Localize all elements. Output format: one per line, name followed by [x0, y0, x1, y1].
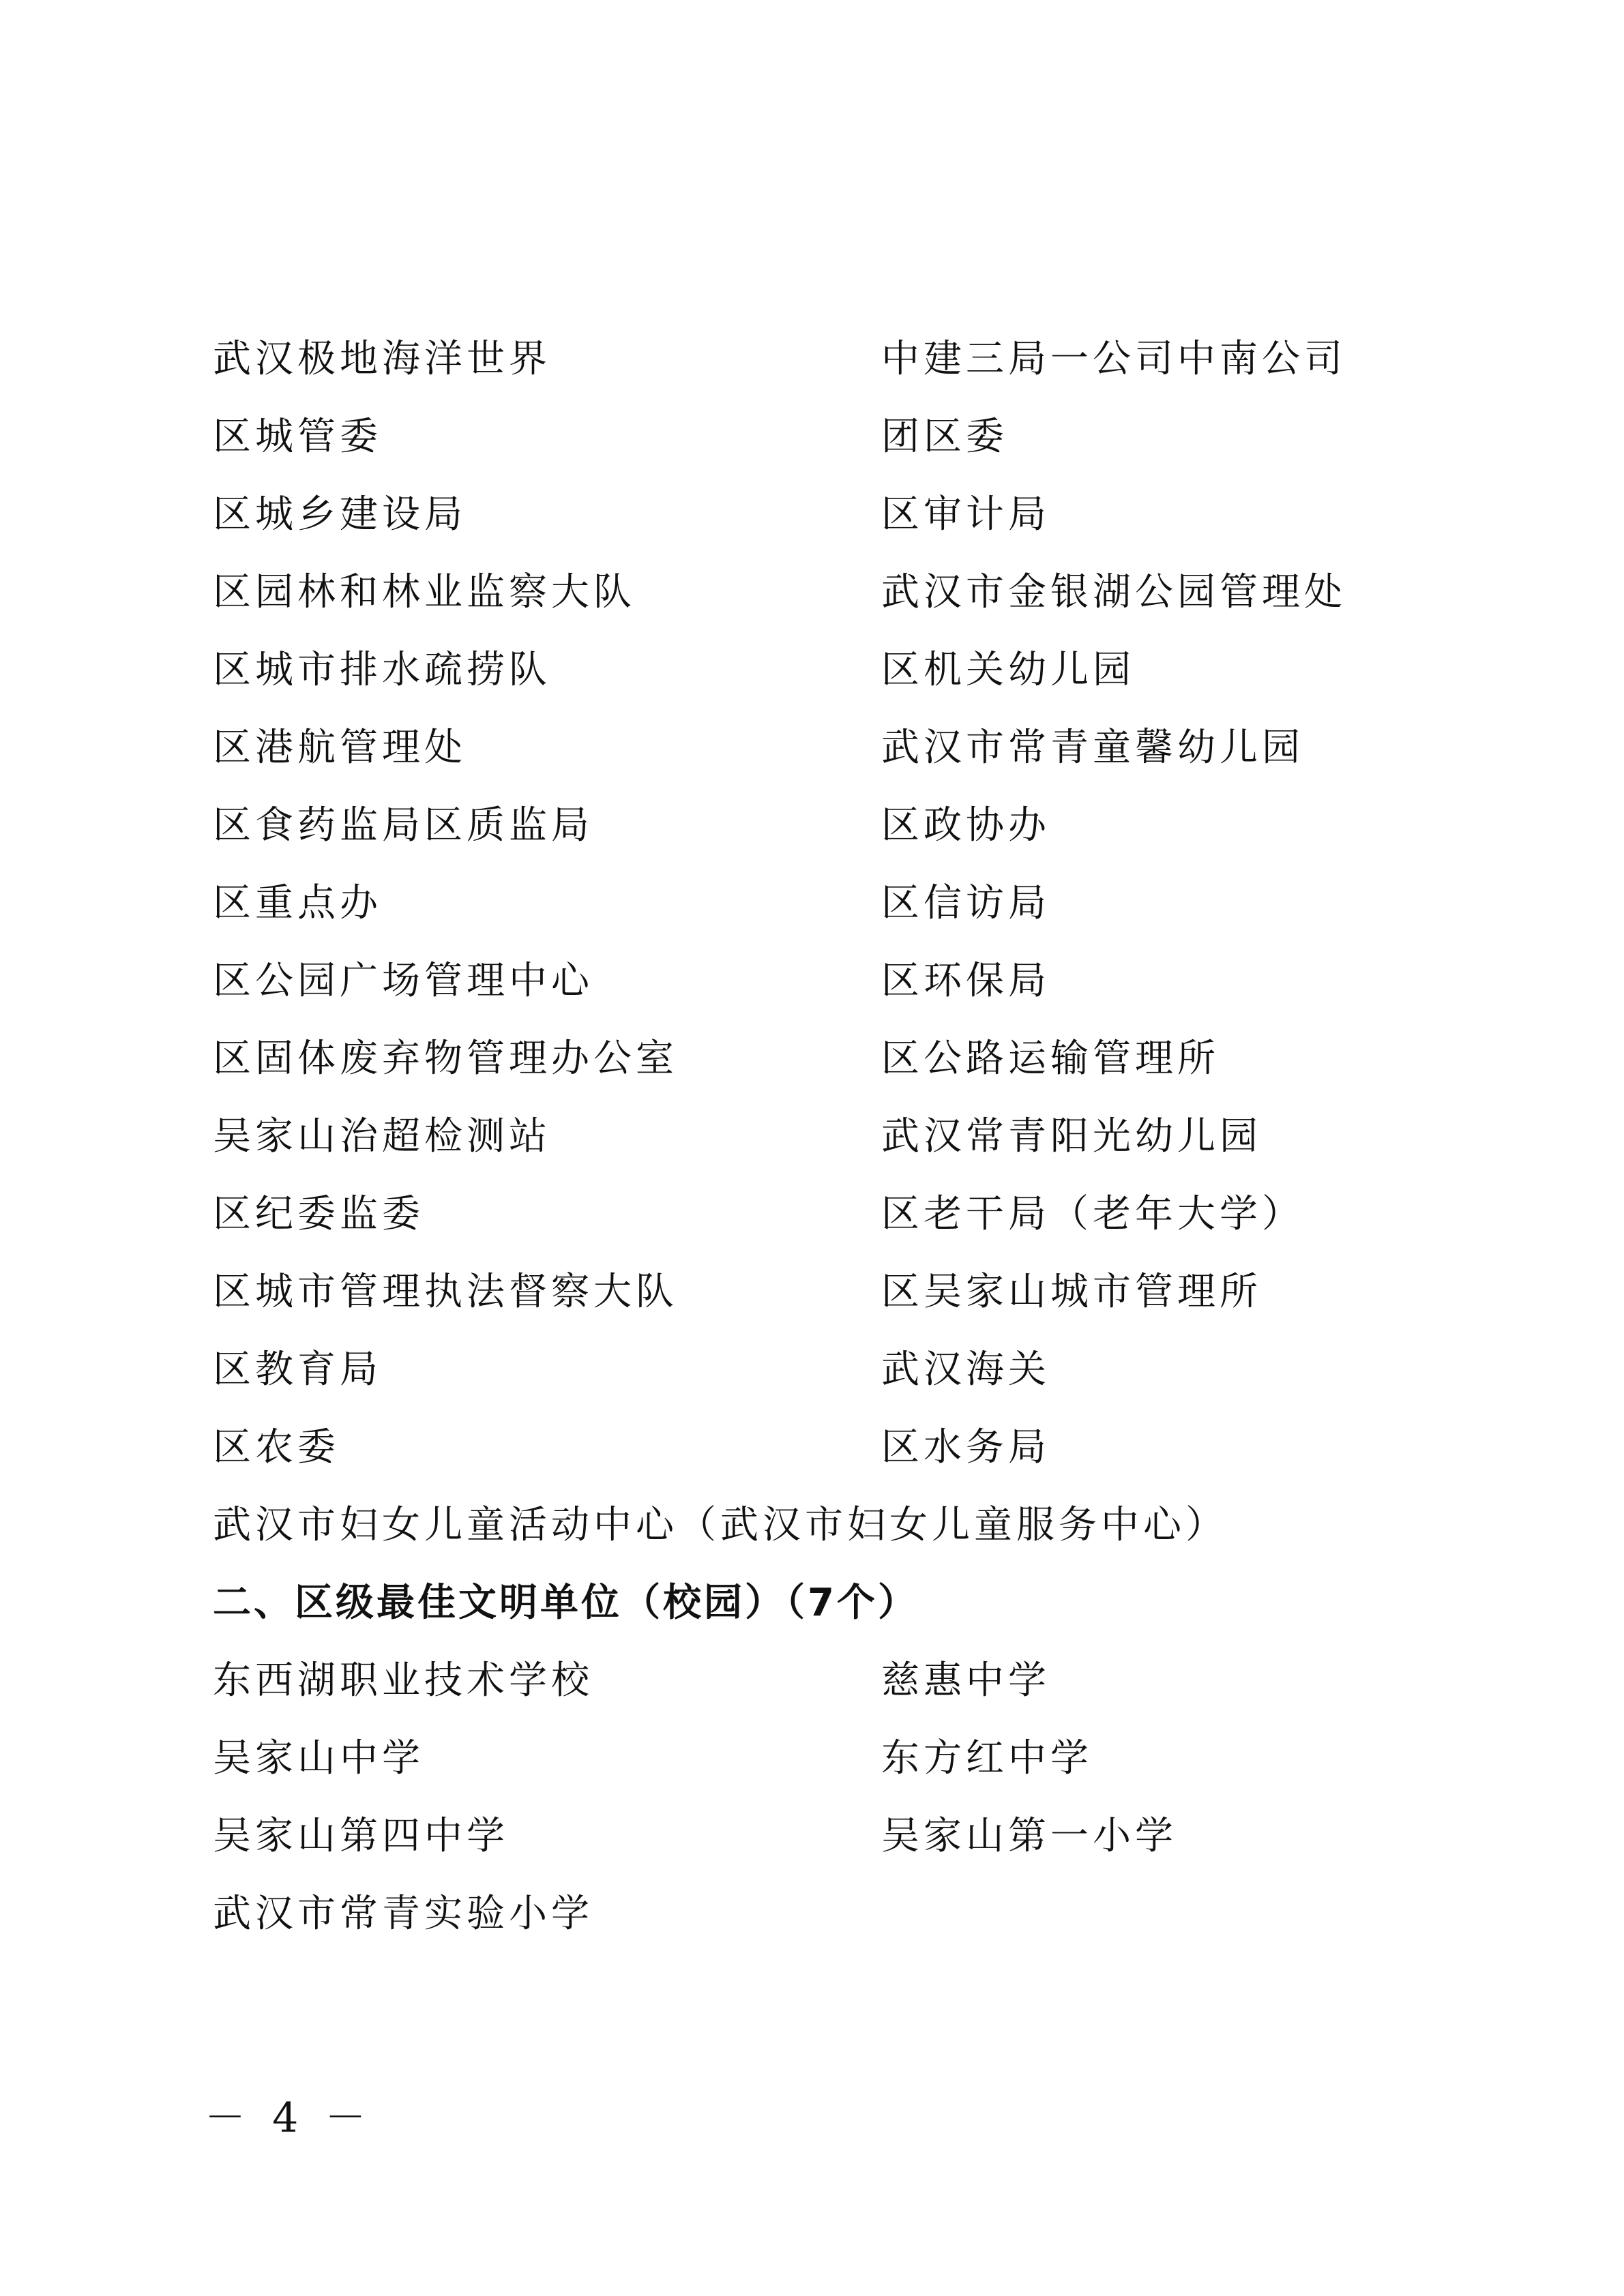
unit-name: 武汉市妇女儿童活动中心（武汉市妇女儿童服务中心）	[213, 1503, 1228, 1547]
list-row	[213, 554, 1386, 631]
unit-name: 区审计局	[881, 492, 1050, 537]
unit-name: 区教育局	[213, 1347, 382, 1392]
unit-name: 区城市管理执法督察大队	[213, 1270, 678, 1314]
unit-name: 武汉极地海洋世界	[213, 337, 551, 381]
unit-name: 区固体废弃物管理办公室	[213, 1037, 678, 1081]
list-row	[213, 1720, 1386, 1798]
unit-name: 区政协办	[881, 803, 1050, 848]
unit-name: 区城市排水疏捞队	[213, 648, 551, 692]
list-row	[213, 1409, 1386, 1487]
unit-name: 中建三局一公司中南公司	[881, 337, 1346, 381]
list-row	[213, 1798, 1386, 1875]
unit-name: 区重点办	[213, 881, 382, 925]
list-row	[213, 631, 1386, 709]
unit-name: 区公园广场管理中心	[213, 959, 593, 1003]
school-name: 吴家山第一小学	[881, 1814, 1177, 1858]
unit-name: 吴家山治超检测站	[213, 1114, 551, 1159]
unit-name: 区纪委监委	[213, 1192, 424, 1236]
unit-name: 区农委	[213, 1425, 340, 1470]
list-row	[213, 1487, 1386, 1564]
unit-name: 武汉市金银湖公园管理处	[881, 570, 1346, 614]
list-row	[213, 320, 1386, 398]
unit-name: 区机关幼儿园	[881, 648, 1135, 692]
unit-name: 区城管委	[213, 415, 382, 459]
unit-name: 区园林和林业监察大队	[213, 570, 636, 614]
section-heading-row	[213, 1564, 1386, 1642]
list-row	[213, 476, 1386, 554]
unit-name: 区水务局	[881, 1425, 1050, 1470]
page-number: － 4 －	[205, 2094, 373, 2142]
school-name: 武汉市常青实验小学	[213, 1892, 593, 1936]
list-row	[213, 787, 1386, 865]
unit-name: 团区委	[881, 415, 1008, 459]
unit-name: 武汉市常青童馨幼儿园	[881, 726, 1304, 770]
school-name: 慈惠中学	[881, 1658, 1050, 1703]
unit-name: 区吴家山城市管理所	[881, 1270, 1262, 1314]
list-row	[213, 1176, 1386, 1253]
unit-name: 区公路运输管理所	[881, 1037, 1220, 1081]
list-row	[213, 1642, 1386, 1720]
unit-name: 武汉常青阳光幼儿园	[881, 1114, 1262, 1159]
list-row	[213, 942, 1386, 1020]
unit-name: 区老干局（老年大学）	[881, 1192, 1304, 1236]
list-row	[213, 1875, 1386, 1953]
unit-name: 区食药监局区质监局	[213, 803, 593, 848]
school-name: 东西湖职业技术学校	[213, 1658, 593, 1703]
unit-name: 区信访局	[881, 881, 1050, 925]
unit-name: 区港航管理处	[213, 726, 467, 770]
list-row	[213, 1020, 1386, 1098]
list-row	[213, 709, 1386, 787]
unit-name: 区环保局	[881, 959, 1050, 1003]
list-row	[213, 1331, 1386, 1409]
unit-list	[213, 320, 1386, 1953]
school-name: 吴家山第四中学	[213, 1814, 509, 1858]
list-row	[213, 865, 1386, 942]
list-row	[213, 1253, 1386, 1331]
list-row	[213, 1098, 1386, 1176]
school-name: 吴家山中学	[213, 1736, 424, 1780]
unit-name: 武汉海关	[881, 1347, 1050, 1392]
school-name: 东方红中学	[881, 1736, 1093, 1780]
section-heading: 二、区级最佳文明单位（校园）（7个）	[213, 1581, 919, 1625]
list-row	[213, 398, 1386, 476]
unit-name: 区城乡建设局	[213, 492, 467, 537]
